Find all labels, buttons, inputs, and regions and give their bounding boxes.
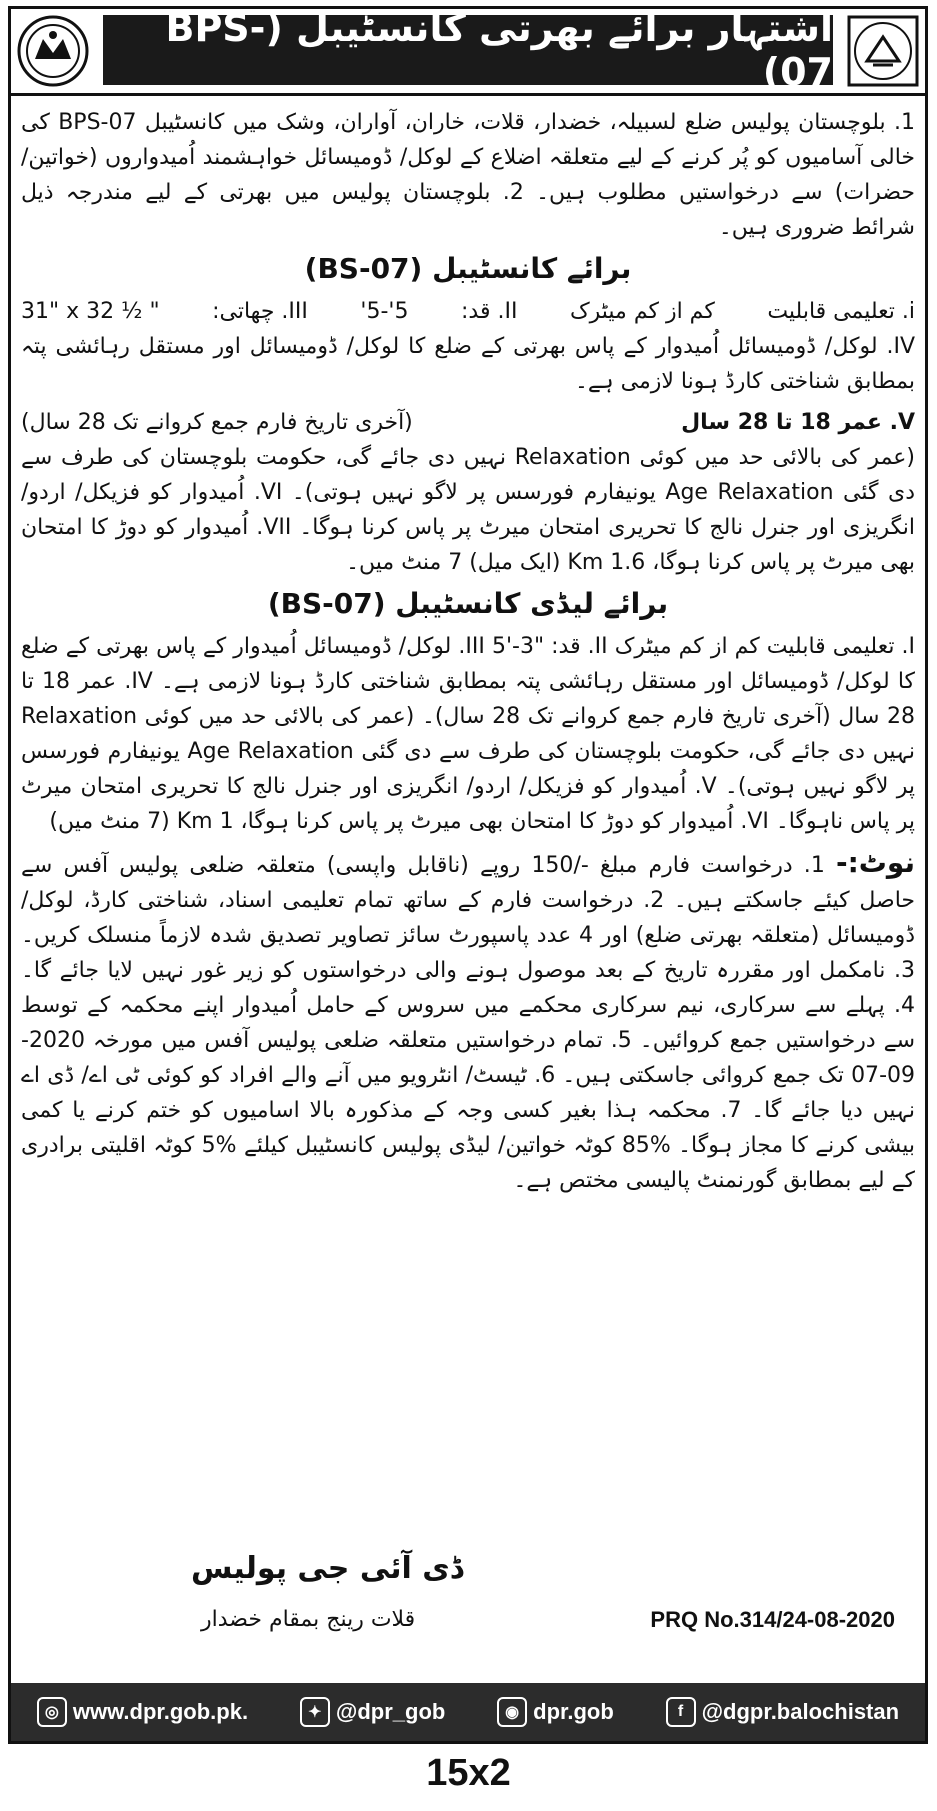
height-label: II. قد: — [460, 299, 518, 324]
website-text: www.dpr.gob.pk. — [72, 1699, 249, 1724]
dpr-logo-icon — [847, 15, 919, 87]
constable-domicile-paragraph: IV. لوکل/ ڈومیسائل اُمیدوار کے پاس بھرتی کے ضلع کا لوکل/ ڈومیسائل اور مستقل رہائشی پتہ بمطابق شناختی کارڈ ہونا لازمی ہے۔ — [21, 334, 915, 394]
facebook-icon: f — [666, 1697, 696, 1727]
signature-block — [11, 1551, 925, 1661]
footer-twitter[interactable] — [300, 1697, 445, 1727]
advertisement-frame — [8, 6, 928, 1744]
chest-label: III. چھاتی: — [212, 299, 308, 324]
instagram-handle: dpr.gob — [533, 1699, 614, 1724]
lady-conditions-paragraph: I. تعلیمی قابلیت کم از کم میٹرک II. قد: "3-'5 III. لوکل/ ڈومیسائل اُمیدوار کے پاس بھرتی کے ضلع کا لوکل/ ڈومیسائل اور مستقل رہائشی پتہ بمطابق شناختی کارڈ ہونا لازمی ہے۔ IV. عمر 18 تا 28 سال (آخری تاریخ فارم جمع کروانے تک 28 سال)۔ (عمر کی بالائی حد میں کوئی Relaxation نہیں دی جائے گی، حکومت بلوچستان کی طرف سے دی گئی Age Relaxation یونیفارم فورسس پر لاگو نہیں ہوتی)۔ V. اُمیدوار کو فزیکل/ اردو/ انگریزی اور جنرل نالج کا تحریری امتحان میرٹ پر پاس ناہوگا۔ VI. اُمیدوار کو دوڑ کا امتحان بھی میرٹ پر پاس کرنا ہوگا، 1 Km (7 منٹ میں) — [21, 634, 915, 834]
chest-value: 31" x 32 ½ " — [21, 299, 160, 324]
globe-icon: ◎ — [37, 1697, 67, 1727]
police-logo-icon — [17, 15, 89, 87]
note-text: 1. درخواست فارم مبلغ -/150 روپے (ناقابل واپسی) متعلقہ ضلعی پولیس آفس سے حاصل کیئے جاسکتے ہیں۔ 2. درخواست فارم کے ساتھ تمام تعلیمی اسناد، شناختی کارڈ، لوکل/ ڈومیسائل (متعلقہ بھرتی ضلع) اور 4 عدد پاسپورٹ سائز تصاویر تصدیق شدہ لازماً منسلک کریں۔ 3. نامکمل اور مقررہ تاریخ کے بعد موصول ہونے والی درخواستوں کو زیر غور نہیں لایا جائے گا۔ 4. پہلے سے سرکاری، نیم سرکاری محکمے میں سروس کے حامل اُمیدوار اپنے محکمہ کے توسط سے درخواستیں جمع کروائیں۔ 5. تمام درخواستیں متعلقہ ضلعی پولیس آفس میں مورخہ 2020-09-07 تک جمع کروائی جاسکتی ہیں۔ 6. ٹیسٹ/ انٹرویو میں آنے والے افراد کو کوئی ٹی اے/ ڈی اے نہیں دیا جائے گا۔ 7. محکمہ ہذا بغیر کسی وجہ کے مذکورہ بالا اسامیوں کو ختم کرنے یا کمی بیشی کرنے کا مجاز ہوگا۔ %85 کوٹہ خواتین/ لیڈی پولیس کانسٹیبل کیلئے %5 کوٹہ اقلیتی برادری کے لیے بمطابق گورنمنٹ پالیسی مختص ہے۔ — [21, 853, 916, 1193]
ad-size-label: 15x2 — [426, 1752, 511, 1794]
constable-criteria-row — [21, 294, 915, 329]
note-paragraph — [21, 845, 915, 1198]
footer — [11, 1683, 925, 1741]
twitter-icon: ✦ — [300, 1697, 330, 1727]
ad-body — [21, 105, 915, 1601]
signature-subtitle: قلات رینج بمقام خضدار — [201, 1607, 416, 1632]
height-value: 5'-5' — [360, 299, 409, 324]
constable-age-row — [21, 405, 915, 440]
constable-deadline: (آخری تاریخ فارم جمع کروانے تک 28 سال) — [21, 410, 413, 435]
qualification-value: کم از کم میٹرک — [569, 299, 715, 324]
lady-heading: برائے لیڈی کانسٹیبل (BS-07) — [267, 587, 669, 620]
footer-instagram[interactable] — [497, 1697, 614, 1727]
header — [11, 6, 925, 96]
ad-title: اشتہار برائے بھرتی کانسٹیبل (BPS-07) — [103, 15, 833, 85]
note-label: نوٹ:- — [835, 846, 915, 879]
facebook-handle: @dgpr.balochistan — [701, 1699, 900, 1724]
constable-age: V. عمر 18 تا 28 سال — [681, 410, 915, 435]
twitter-handle: @dpr_gob — [335, 1699, 446, 1724]
prq-number: PRQ No.314/24-08-2020 — [650, 1607, 895, 1632]
footer-website[interactable] — [37, 1697, 248, 1727]
constable-heading: برائے کانسٹیبل (BS-07) — [304, 252, 632, 285]
signature-title: ڈی آئی جی پولیس — [191, 1551, 464, 1586]
intro-paragraph: 1. بلوچستان پولیس ضلع لسبیلہ، خضدار، قلات، خاران، آواران، وشک میں کانسٹیبل BPS-07 کی خالی آسامیوں کو پُر کرنے کے لیے متعلقہ اضلاع کے لوکل/ ڈومیسائل خواہشمند اُمیدواروں (خواتین/حضرات) سے درخواستیں مطلوب ہیں۔ 2. بلوچستان پولیس میں بھرتی کے لیے مندرجہ ذیل شرائط ضروری ہیں۔ — [21, 110, 916, 240]
constable-conditions-paragraph: (عمر کی بالائی حد میں کوئی Relaxation نہیں دی جائے گی، حکومت بلوچستان کی طرف سے دی گئی Age Relaxation یونیفارم فورسس پر لاگو نہیں ہوتی)۔ VI. اُمیدوار کو فزیکل/ اردو/ انگریزی اور جنرل نالج کا تحریری امتحان میرٹ پر پاس کرنا ہوگا۔ VII. اُمیدوار کو دوڑ کا امتحان بھی میرٹ پر پاس کرنا ہوگا، 1.6 Km (ایک میل) 7 منٹ میں۔ — [21, 445, 915, 575]
instagram-icon: ◉ — [497, 1697, 527, 1727]
qualification-label: i. تعلیمی قابلیت — [767, 299, 915, 324]
footer-facebook[interactable] — [666, 1697, 899, 1727]
